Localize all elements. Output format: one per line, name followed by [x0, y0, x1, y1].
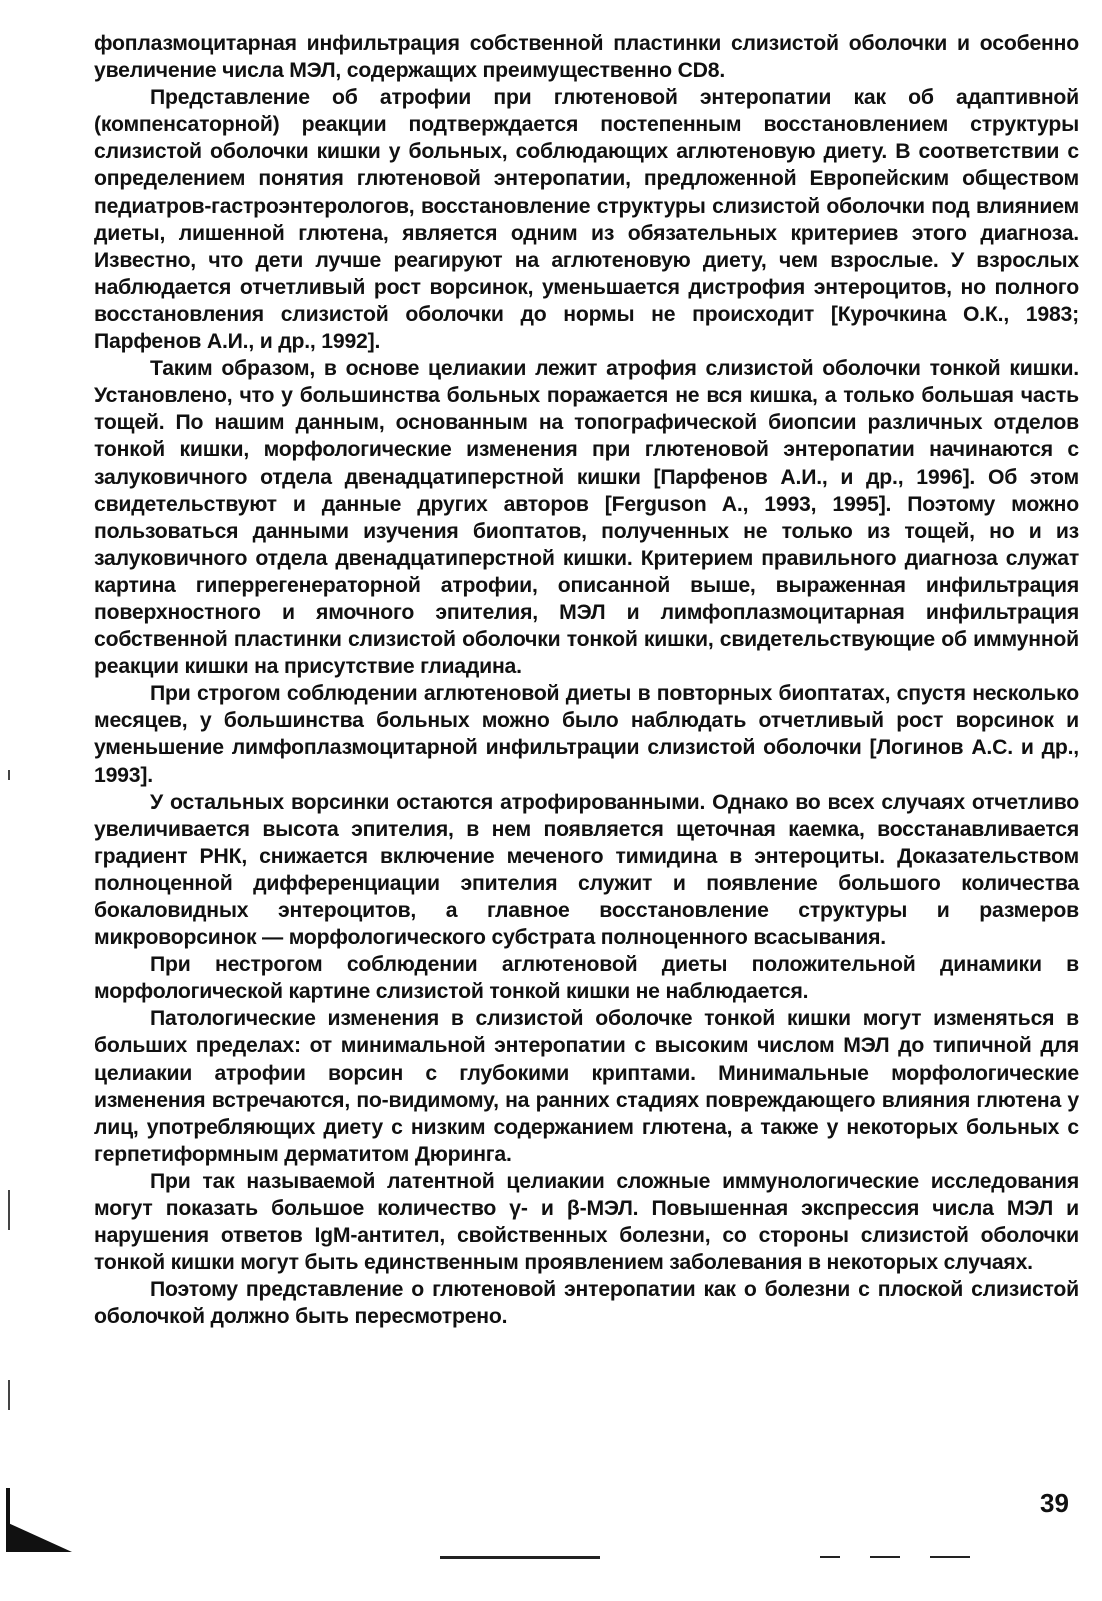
scan-bottom-line — [440, 1556, 600, 1559]
scan-left-tick — [8, 770, 10, 780]
document-page — [94, 30, 1079, 1331]
paragraph-5: У остальных ворсинки остаются атрофированными. Однако во всех случаях отчетливо увеличивается высота эпителия, в нем появляется щеточная каемка, восстанавливается градиент РНК, снижается включение меченого тимидина в энтероциты. Доказательством полноценной дифференциации эпителия служит и появление большого количества бокаловидных энтероцитов, а главное восстановление структуры и размеров микроворсинок — морфологического субстрата полноценного всасывания. — [94, 790, 1079, 950]
scan-bottom-dot — [930, 1556, 970, 1558]
scan-left-tick — [8, 1380, 10, 1410]
paragraph-4: При строгом соблюдении аглютеновой диеты в повторных биоптатах, спустя несколько месяцев, у большинства больных можно было наблюдать отчетливый рост ворсинок и уменьшение лимфоплазмоцитарной инфильтрации слизистой оболочки [Логинов А.С. и др., 1993]. — [94, 682, 1079, 787]
scan-bottom-dot — [870, 1556, 900, 1558]
paragraph-2: Представление об атрофии при глютеновой энтеропатии как об адаптивной (компенсаторной) реакции подтверждается постепенным восстановлением структуры слизистой оболочки кишки у больных, соблюдающих аглютеновую диету. В соответствии с определением понятия глютеновой энтеропатии, предложенной Европейским обществом педиатров-гастроэнтерологов, восстановление структуры слизистой оболочки под влиянием диеты, лишенной глютена, является одним из обязательных критериев этого диагноза. Известно, что дети лучше реагируют на аглютеновую диету, чем взрослые. У взрослых наблюдается отчетливый рост ворсинок, уменьшается дистрофия энтероцитов, но полного восстановления слизистой оболочки до нормы не происходит [Курочкина О.К., 1983; Парфенов А.И., и др., 1992]. — [94, 86, 1079, 354]
paragraph-8: При так называемой латентной целиакии сложные иммунологические исследования могут показать большое количество γ- и β-МЭЛ. Повышенная экспрессия числа МЭЛ и нарушения ответов IgM-антител, свойственных болезни, со стороны слизистой оболочки тонкой кишки могут быть единственным проявлением заболевания в некоторых случаях. — [94, 1169, 1079, 1275]
paragraph-7: Патологические изменения в слизистой оболочке тонкой кишки могут изменяться в больших пределах: от минимальной энтеропатии с высоким числом МЭЛ до типичной для целиакии атрофии ворсин с глубокими криптами. Минимальные морфологические изменения встречаются, по-видимому, на ранних стадиях повреждающего влияния глютена у лиц, употребляющих диету с низким содержанием глютена, а также у некоторых больных с герпетиформным дерматитом Дюринга. — [94, 1007, 1079, 1166]
paragraph-3: Таким образом, в основе целиакии лежит атрофия слизистой оболочки тонкой кишки. Установлено, что у большинства больных поражается не вся кишка, а только большая часть тощей. По нашим данным, основанным на топографической биопсии различных отделов тонкой кишки, морфологические изменения при глютеновой энтеропатии начинаются с залуковичного отдела двенадцатиперстной кишки [Парфенов А.И., и др., 1996]. Об этом свидетельствуют и данные других авторов [Ferguson A., 1993, 1995]. Поэтому можно пользоваться данными изучения биоптатов, полученных не только из тощей, но и из залуковичного отдела двенадцатиперстной кишки. Критерием правильного диагноза служат картина гиперрегенераторной атрофии, описанной выше, выраженная инфильтрация поверхностного и ямочного эпителия, МЭЛ и лимфоплазмоцитарная инфильтрация собственной пластинки слизистой оболочки тонкой кишки, свидетельствующие об иммунной реакции кишки на присутствие глиадина. — [94, 357, 1079, 679]
paragraph-1: фоплазмоцитарная инфильтрация собственной пластинки слизистой оболочки и особенно увеличение числа МЭЛ, содержащих преимущественно CD8. — [94, 32, 1079, 83]
scan-bottom-dot — [820, 1556, 840, 1558]
paragraph-9: Поэтому представление о глютеновой энтеропатии как о болезни с плоской слизистой оболочкой должно быть пересмотрено. — [94, 1278, 1079, 1329]
scan-left-tick — [8, 1190, 10, 1230]
page-number: 39 — [1040, 1488, 1069, 1518]
paragraph-6: При нестрогом соблюдении аглютеновой диеты положительной динамики в морфологической картине слизистой тонкой кишки не наблюдается. — [94, 953, 1079, 1004]
scan-corner-shadow — [6, 1522, 72, 1552]
